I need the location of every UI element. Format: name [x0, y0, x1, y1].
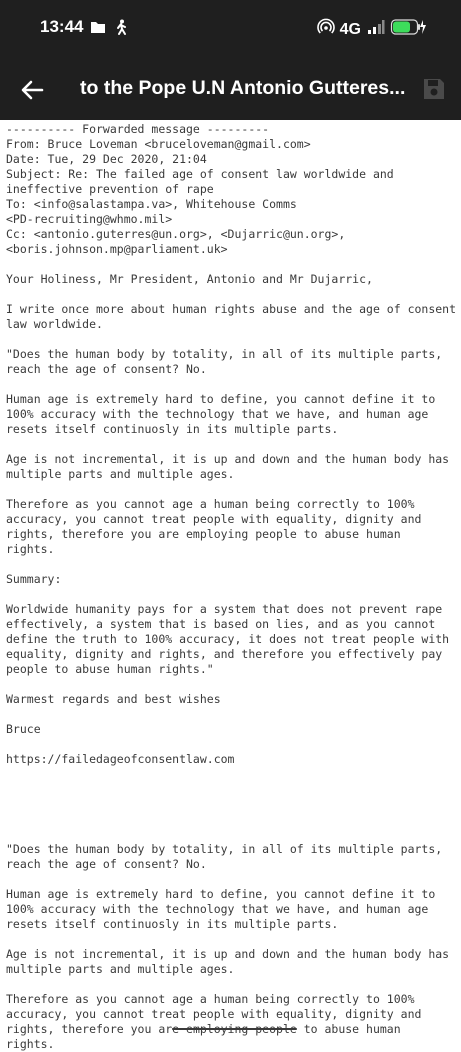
app-bar: [0, 58, 461, 120]
text-line: Cc: <antonio.guterres@un.org>, <Dujarric@un.org>,: [6, 227, 346, 241]
signal-icon: [367, 19, 385, 40]
text-line: multiple parts and multiple ages.: [6, 962, 235, 976]
text-line: Age is not incremental, it is up and down and the human body has: [6, 452, 450, 466]
text-line: Bruce: [6, 722, 41, 736]
text-line: Worldwide humanity pays for a system that does not prevent rape: [6, 602, 443, 616]
text-line: effectively, a system that is based on lies, and as you cannot: [6, 617, 436, 631]
page-title: to the Pope U.N Antonio Gutteres...: [80, 77, 406, 99]
text-line: [6, 737, 455, 752]
text-line: <PD-recruiting@whmo.mil>: [6, 212, 173, 226]
text-line: From: Bruce Loveman <bruceloveman@gmail.com>: [6, 137, 311, 151]
text-line: "Does the human body by totality, in all of its multiple parts,: [6, 347, 443, 361]
text-line: reach the age of consent? No.: [6, 362, 207, 376]
save-icon[interactable]: [421, 76, 447, 102]
text-line: I write once more about human rights abuse and the age of consent: [6, 302, 457, 316]
text-line: Human age is extremely hard to define, you cannot define it to: [6, 392, 436, 406]
text-line: rights.: [6, 542, 55, 556]
text-line: [6, 782, 455, 797]
line-segment: rights, therefore you ar: [6, 1022, 173, 1036]
text-line: [6, 872, 455, 887]
text-line: [6, 332, 455, 347]
text-line: Date: Tue, 29 Dec 2020, 21:04: [6, 152, 207, 166]
struck-text: e employing people: [172, 1022, 297, 1036]
text-line: [6, 482, 455, 497]
status-time: 13:44: [40, 17, 84, 36]
text-line: rights.: [6, 1037, 55, 1051]
text-line: Subject: Re: The failed age of consent law worldwide and: [6, 167, 394, 181]
text-line: [6, 587, 455, 602]
text-line: To: <info@salastampa.va>, Whitehouse Comms: [6, 197, 297, 211]
text-line: [6, 707, 455, 722]
text-line: rights, therefore you are employing people to abuse human: [6, 527, 401, 541]
text-line: [6, 677, 455, 692]
folder-icon: [90, 20, 106, 39]
text-line: [6, 932, 455, 947]
text-line: law worldwide.: [6, 317, 103, 331]
text-line: [6, 797, 455, 812]
text-line: accuracy, you cannot treat people with equality, dignity and: [6, 1007, 422, 1021]
text-line: https://failedageofconsentlaw.com: [6, 752, 235, 766]
text-line: Human age is extremely hard to define, you cannot define it to: [6, 887, 436, 901]
text-line: [6, 377, 455, 392]
text-line: accuracy, you cannot treat people with equality, dignity and: [6, 512, 422, 526]
back-arrow-icon[interactable]: [18, 76, 46, 104]
walking-icon: [114, 19, 128, 40]
text-line: [6, 827, 455, 842]
text-line: define the truth to 100% accuracy, it does not treat people with: [6, 632, 450, 646]
text-line: Therefore as you cannot age a human being correctly to 100%: [6, 992, 415, 1006]
text-line: multiple parts and multiple ages.: [6, 467, 235, 481]
network-type: 4G: [339, 20, 361, 38]
text-line: [6, 437, 455, 452]
text-line: [6, 812, 455, 827]
line-segment: to abuse human: [296, 1022, 401, 1036]
text-line: Summary:: [6, 572, 62, 586]
text-line: "Does the human body by totality, in all of its multiple parts,: [6, 842, 443, 856]
text-line: reach the age of consent? No.: [6, 857, 207, 871]
text-line: [6, 767, 455, 782]
text-line: Age is not incremental, it is up and down and the human body has: [6, 947, 450, 961]
text-line: [6, 257, 455, 272]
battery-charging-icon: [391, 18, 427, 41]
text-line: 100% accuracy with the technology that we have, and human age: [6, 407, 429, 421]
text-line: equality, dignity and rights, and therefore you effectively pay: [6, 647, 443, 661]
text-line: [6, 287, 455, 302]
text-line: resets itself continuosly in its multiple parts.: [6, 917, 339, 931]
hotspot-icon: [318, 19, 334, 40]
text-line: [6, 1022, 455, 1037]
text-line: 100% accuracy with the technology that we have, and human age: [6, 902, 429, 916]
text-line: resets itself continuosly in its multiple parts.: [6, 422, 339, 436]
text-line: [6, 977, 455, 992]
text-line: ---------- Forwarded message ---------: [6, 122, 270, 136]
text-line: ineffective prevention of rape: [6, 182, 214, 196]
text-line: Your Holiness, Mr President, Antonio and Mr Dujarric,: [6, 272, 373, 286]
status-bar: [0, 0, 461, 58]
text-line: <boris.johnson.mp@parliament.uk>: [6, 242, 228, 256]
text-line: Warmest regards and best wishes: [6, 692, 221, 706]
email-body[interactable]: [0, 120, 461, 1051]
text-line: Therefore as you cannot age a human being correctly to 100%: [6, 497, 415, 511]
text-line: [6, 557, 455, 572]
text-line: people to abuse human rights.": [6, 662, 214, 676]
